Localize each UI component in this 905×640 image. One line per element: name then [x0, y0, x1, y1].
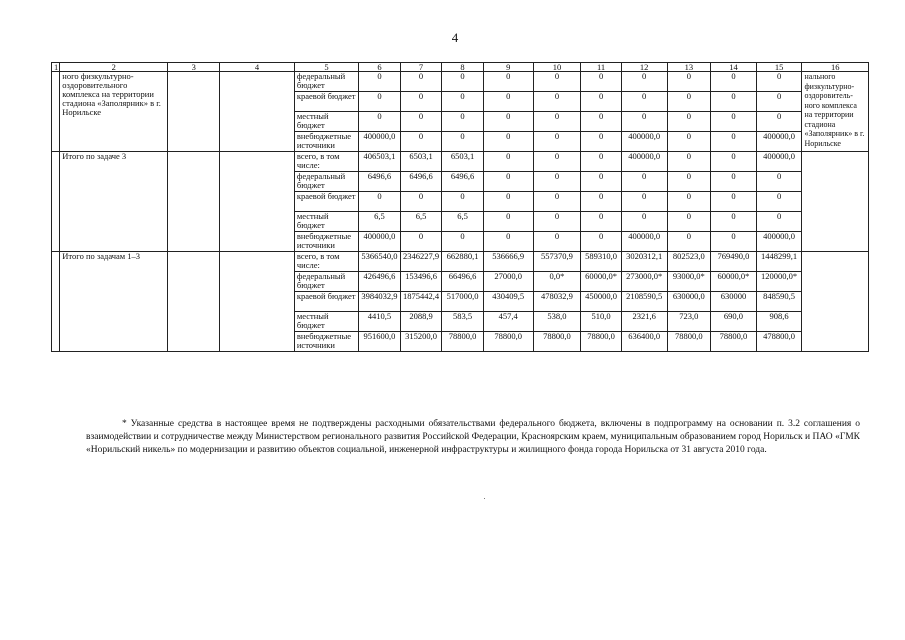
column-number: 14 [711, 63, 757, 72]
amount-cell: 478032,9 [533, 292, 581, 312]
amount-cell: 0 [581, 112, 621, 132]
cell-col4 [220, 252, 295, 352]
amount-cell: 0 [581, 232, 621, 252]
amount-cell: 406503,1 [359, 152, 401, 172]
amount-cell: 0 [667, 232, 711, 252]
budget-table [51, 62, 869, 352]
amount-cell: 6496,6 [442, 172, 484, 192]
amount-cell: 153496,6 [400, 272, 442, 292]
amount-cell: 2108590,5 [621, 292, 667, 312]
amount-cell: 0 [667, 212, 711, 232]
scan-speck [484, 498, 485, 499]
amount-cell: 0 [581, 192, 621, 212]
amount-cell: 0 [483, 192, 533, 212]
column-number: 5 [294, 63, 358, 72]
amount-cell: 78800,0 [711, 332, 757, 352]
column-number: 8 [442, 63, 484, 72]
amount-cell: 0 [483, 172, 533, 192]
funding-source: местный бюджет [294, 312, 358, 332]
amount-cell: 0 [667, 92, 711, 112]
amount-cell: 0 [756, 172, 802, 192]
amount-cell: 0 [533, 72, 581, 92]
amount-cell: 0 [359, 112, 401, 132]
amount-cell: 1875442,4 [400, 292, 442, 312]
amount-cell: 27000,0 [483, 272, 533, 292]
amount-cell: 0 [711, 172, 757, 192]
table-row [52, 72, 869, 92]
footnote: * Указанные средства в настоящее время не подтверждены расходными обязательствами федерального бюджета, включены в подпрограмму на основании п. 3.2 соглашения о взаимодействии и сотрудничестве между Министерством регионального развития Российской Федерации, Красноярским краем, муниципальным образованием город Норильск и ПАО «ГМК «Норильский никель» по модернизации и развитию объектов социальной, инженерной инфраструктуры и жилищного фонда города Норильска от 31 августа 2010 года. [86, 418, 860, 455]
amount-cell: 0 [483, 92, 533, 112]
amount-cell: 2088,9 [400, 312, 442, 332]
amount-cell: 0 [711, 92, 757, 112]
amount-cell: 536666,9 [483, 252, 533, 272]
amount-cell: 0,0* [533, 272, 581, 292]
amount-cell: 426496,6 [359, 272, 401, 292]
amount-cell: 636400,0 [621, 332, 667, 352]
amount-cell: 0 [581, 152, 621, 172]
funding-source: местный бюджет [294, 112, 358, 132]
row-group-label: ного физкультурно-оздоровительного комплекса на территории стадиона «Заполярник» в г. Норильске [60, 72, 168, 152]
amount-cell: 0 [621, 172, 667, 192]
column-number: 6 [359, 63, 401, 72]
amount-cell: 0 [711, 152, 757, 172]
column-number: 12 [621, 63, 667, 72]
amount-cell: 0 [400, 112, 442, 132]
table-row [52, 152, 869, 172]
amount-cell: 400000,0 [756, 152, 802, 172]
column-number: 15 [756, 63, 802, 72]
amount-cell: 908,6 [756, 312, 802, 332]
cell-col3 [168, 152, 220, 252]
notes-cell [802, 252, 869, 352]
amount-cell: 0 [756, 112, 802, 132]
amount-cell: 0 [711, 212, 757, 232]
amount-cell: 0 [711, 132, 757, 152]
amount-cell: 0 [359, 92, 401, 112]
cell-col1 [52, 252, 60, 352]
amount-cell: 510,0 [581, 312, 621, 332]
column-number: 16 [802, 63, 869, 72]
amount-cell: 0 [711, 72, 757, 92]
amount-cell: 3984032,9 [359, 292, 401, 312]
amount-cell: 400000,0 [756, 232, 802, 252]
amount-cell: 0 [581, 92, 621, 112]
amount-cell: 78800,0 [442, 332, 484, 352]
amount-cell: 6503,1 [400, 152, 442, 172]
amount-cell: 0 [581, 72, 621, 92]
row-group-label: Итого по задаче 3 [60, 152, 168, 252]
amount-cell: 6503,1 [442, 152, 484, 172]
amount-cell: 0 [756, 192, 802, 212]
page-number: 4 [451, 30, 459, 45]
amount-cell: 0 [400, 132, 442, 152]
amount-cell: 0 [533, 232, 581, 252]
cell-col1 [52, 72, 60, 152]
amount-cell: 4410,5 [359, 312, 401, 332]
amount-cell: 0 [533, 212, 581, 232]
amount-cell: 538,0 [533, 312, 581, 332]
column-number: 10 [533, 63, 581, 72]
amount-cell: 0 [483, 112, 533, 132]
amount-cell: 400000,0 [359, 232, 401, 252]
amount-cell: 3020312,1 [621, 252, 667, 272]
funding-source: всего, в том числе: [294, 252, 358, 272]
amount-cell: 0 [711, 112, 757, 132]
amount-cell: 769490,0 [711, 252, 757, 272]
amount-cell: 120000,0* [756, 272, 802, 292]
amount-cell: 6,5 [359, 212, 401, 232]
amount-cell: 60000,0* [711, 272, 757, 292]
amount-cell: 0 [483, 132, 533, 152]
funding-source: внебюджетные источники [294, 132, 358, 152]
amount-cell: 802523,0 [667, 252, 711, 272]
column-number: 1 [52, 63, 60, 72]
amount-cell: 400000,0 [359, 132, 401, 152]
amount-cell: 1448299,1 [756, 252, 802, 272]
amount-cell: 662880,1 [442, 252, 484, 272]
cell-col4 [220, 152, 295, 252]
amount-cell: 0 [483, 72, 533, 92]
amount-cell: 517000,0 [442, 292, 484, 312]
amount-cell: 0 [667, 172, 711, 192]
amount-cell: 630000,0 [667, 292, 711, 312]
amount-cell: 951600,0 [359, 332, 401, 352]
amount-cell: 0 [442, 192, 484, 212]
amount-cell: 848590,5 [756, 292, 802, 312]
amount-cell: 0 [621, 112, 667, 132]
amount-cell: 690,0 [711, 312, 757, 332]
amount-cell: 0 [442, 92, 484, 112]
amount-cell: 6,5 [400, 212, 442, 232]
funding-source: федеральный бюджет [294, 172, 358, 192]
cell-col3 [168, 252, 220, 352]
amount-cell: 6,5 [442, 212, 484, 232]
amount-cell: 78800,0 [581, 332, 621, 352]
column-number: 11 [581, 63, 621, 72]
amount-cell: 60000,0* [581, 272, 621, 292]
amount-cell: 0 [667, 112, 711, 132]
table-row [52, 252, 869, 272]
amount-cell: 0 [711, 192, 757, 212]
amount-cell: 0 [483, 232, 533, 252]
amount-cell: 0 [711, 232, 757, 252]
amount-cell: 6496,6 [359, 172, 401, 192]
amount-cell: 478800,0 [756, 332, 802, 352]
amount-cell: 0 [483, 212, 533, 232]
funding-source: местный бюджет [294, 212, 358, 232]
amount-cell: 0 [359, 192, 401, 212]
amount-cell: 6496,6 [400, 172, 442, 192]
amount-cell: 273000,0* [621, 272, 667, 292]
amount-cell: 0 [533, 152, 581, 172]
amount-cell: 2346227,9 [400, 252, 442, 272]
amount-cell: 0 [442, 132, 484, 152]
amount-cell: 0 [621, 192, 667, 212]
amount-cell: 723,0 [667, 312, 711, 332]
amount-cell: 0 [581, 172, 621, 192]
amount-cell: 0 [667, 192, 711, 212]
amount-cell: 557370,9 [533, 252, 581, 272]
amount-cell: 0 [621, 212, 667, 232]
column-number: 13 [667, 63, 711, 72]
amount-cell: 400000,0 [621, 132, 667, 152]
cell-col4 [220, 72, 295, 152]
amount-cell: 5366540,0 [359, 252, 401, 272]
amount-cell: 0 [359, 72, 401, 92]
notes-cell: нального физкультурно-оздоровитель-ного комплекса на территории стадиона «Заполярник» в г. Норильске [802, 72, 869, 152]
funding-source: всего, в том числе: [294, 152, 358, 172]
funding-source: внебюджетные источники [294, 232, 358, 252]
amount-cell: 0 [533, 132, 581, 152]
amount-cell: 0 [442, 72, 484, 92]
amount-cell: 78800,0 [483, 332, 533, 352]
column-number: 3 [168, 63, 220, 72]
amount-cell: 0 [442, 232, 484, 252]
amount-cell: 630000 [711, 292, 757, 312]
funding-source: краевой бюджет [294, 192, 358, 212]
amount-cell: 400000,0 [756, 132, 802, 152]
amount-cell: 583,5 [442, 312, 484, 332]
amount-cell: 78800,0 [533, 332, 581, 352]
notes-cell [802, 152, 869, 252]
funding-source: краевой бюджет [294, 92, 358, 112]
amount-cell: 93000,0* [667, 272, 711, 292]
amount-cell: 430409,5 [483, 292, 533, 312]
funding-source: внебюджетные источники [294, 332, 358, 352]
amount-cell: 0 [400, 72, 442, 92]
amount-cell: 0 [756, 72, 802, 92]
amount-cell: 0 [533, 92, 581, 112]
amount-cell: 400000,0 [621, 152, 667, 172]
amount-cell: 0 [581, 132, 621, 152]
amount-cell: 450000,0 [581, 292, 621, 312]
amount-cell: 0 [667, 72, 711, 92]
amount-cell: 0 [756, 212, 802, 232]
column-number: 4 [220, 63, 295, 72]
amount-cell: 0 [621, 72, 667, 92]
amount-cell: 78800,0 [667, 332, 711, 352]
amount-cell: 0 [400, 192, 442, 212]
amount-cell: 315200,0 [400, 332, 442, 352]
amount-cell: 0 [400, 232, 442, 252]
funding-source: федеральный бюджет [294, 72, 358, 92]
amount-cell: 0 [621, 92, 667, 112]
column-number: 9 [483, 63, 533, 72]
funding-source: федеральный бюджет [294, 272, 358, 292]
amount-cell: 66496,6 [442, 272, 484, 292]
amount-cell: 0 [442, 112, 484, 132]
cell-col3 [168, 72, 220, 152]
amount-cell: 0 [581, 212, 621, 232]
amount-cell: 0 [483, 152, 533, 172]
funding-source: краевой бюджет [294, 292, 358, 312]
amount-cell: 0 [400, 92, 442, 112]
column-number-row [52, 63, 869, 72]
amount-cell: 589310,0 [581, 252, 621, 272]
amount-cell: 0 [667, 132, 711, 152]
cell-col1 [52, 152, 60, 252]
column-number: 2 [60, 63, 168, 72]
amount-cell: 0 [667, 152, 711, 172]
amount-cell: 0 [533, 112, 581, 132]
amount-cell: 2321,6 [621, 312, 667, 332]
amount-cell: 0 [756, 92, 802, 112]
amount-cell: 0 [533, 172, 581, 192]
amount-cell: 457,4 [483, 312, 533, 332]
amount-cell: 0 [533, 192, 581, 212]
amount-cell: 400000,0 [621, 232, 667, 252]
column-number: 7 [400, 63, 442, 72]
row-group-label: Итого по задачам 1–3 [60, 252, 168, 352]
